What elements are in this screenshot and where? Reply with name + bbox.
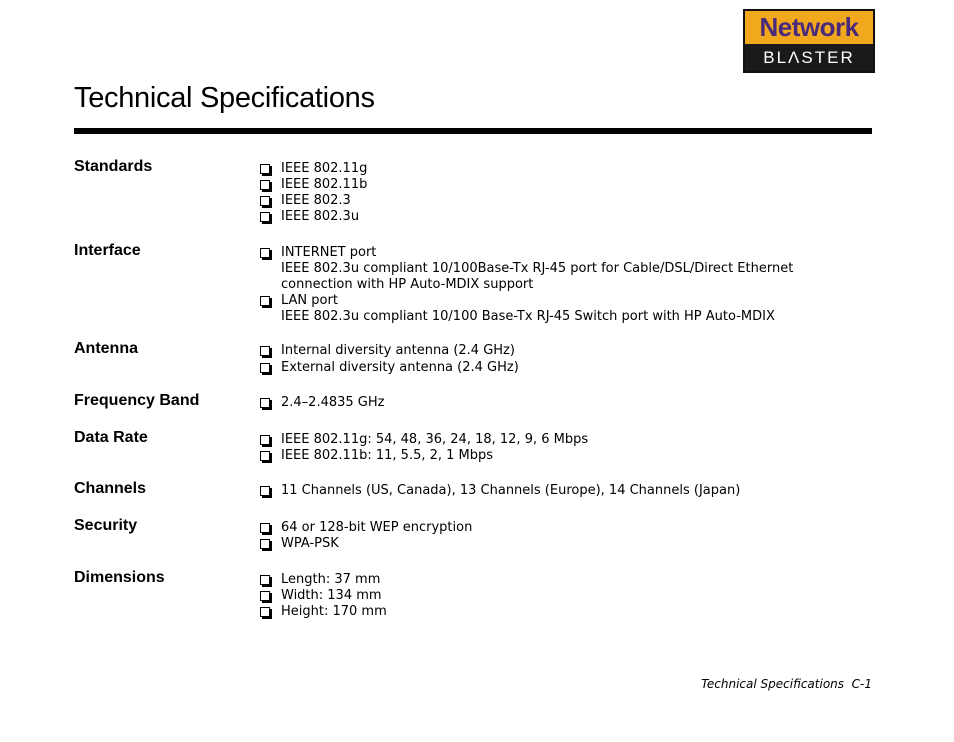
spec-list xyxy=(260,245,860,325)
checkbox-bullet-icon xyxy=(260,296,270,306)
title-divider xyxy=(74,128,872,134)
item-text: External diversity antenna (2.4 GHz) xyxy=(281,360,519,375)
list-item xyxy=(260,177,860,193)
list-item xyxy=(260,161,860,177)
checkbox-bullet-icon xyxy=(260,363,270,373)
checkbox-bullet-icon xyxy=(260,180,270,190)
checkbox-bullet-icon xyxy=(260,164,270,174)
item-text: IEEE 802.11g xyxy=(281,161,368,176)
item-text: 11 Channels (US, Canada), 13 Channels (Europe), 14 Channels (Japan) xyxy=(281,483,741,498)
item-detail: IEEE 802.3u compliant 10/100Base-Tx RJ-45 port for Cable/DSL/Direct Ethernet connection with HP Auto-MDIX support xyxy=(281,261,794,292)
checkbox-bullet-icon xyxy=(260,196,270,206)
checkbox-bullet-icon xyxy=(260,523,270,533)
page-footer: Technical Specifications C-1 xyxy=(701,677,872,691)
spec-list xyxy=(260,432,860,464)
section-label: Interface xyxy=(74,242,141,259)
item-text: IEEE 802.3 xyxy=(281,193,351,208)
item-text: IEEE 802.3u xyxy=(281,209,360,224)
list-item xyxy=(260,520,860,536)
list-item xyxy=(260,448,860,464)
list-item xyxy=(260,432,860,448)
list-item xyxy=(260,588,860,604)
item-text: WPA-PSK xyxy=(281,536,339,551)
checkbox-bullet-icon xyxy=(260,539,270,549)
item-text: 64 or 128-bit WEP encryption xyxy=(281,520,473,535)
item-text: IEEE 802.11b xyxy=(281,177,368,192)
list-item xyxy=(260,536,860,552)
spec-list xyxy=(260,483,860,499)
item-detail: IEEE 802.3u compliant 10/100 Base-Tx RJ-45 Switch port with HP Auto-MDIX xyxy=(281,309,775,324)
section-label: Data Rate xyxy=(74,429,148,446)
item-text: INTERNET port xyxy=(281,245,377,260)
list-item xyxy=(260,395,860,411)
list-item xyxy=(260,604,860,620)
section-label: Frequency Band xyxy=(74,392,200,409)
item-text: Height: 170 mm xyxy=(281,604,387,619)
spec-list xyxy=(260,395,860,411)
item-text: IEEE 802.11g: 54, 48, 36, 24, 18, 12, 9, 6 Mbps xyxy=(281,432,589,447)
list-item xyxy=(260,360,860,376)
item-text: LAN port xyxy=(281,293,338,308)
checkbox-bullet-icon xyxy=(260,248,270,258)
section-label: Antenna xyxy=(74,340,138,357)
logo-blaster-text: BLΛSTER xyxy=(745,44,873,71)
item-text: Length: 37 mm xyxy=(281,572,381,587)
list-item xyxy=(260,209,860,225)
logo-network-text: Network xyxy=(745,11,873,44)
item-text: IEEE 802.11b: 11, 5.5, 2, 1 Mbps xyxy=(281,448,494,463)
item-text: 2.4–2.4835 GHz xyxy=(281,395,385,410)
spec-list xyxy=(260,520,860,552)
checkbox-bullet-icon xyxy=(260,607,270,617)
list-item xyxy=(260,483,860,499)
section-label: Standards xyxy=(74,158,153,175)
spec-list xyxy=(260,161,860,225)
list-item xyxy=(260,343,860,359)
network-blaster-logo xyxy=(743,9,875,73)
item-text: Width: 134 mm xyxy=(281,588,382,603)
item-text: Internal diversity antenna (2.4 GHz) xyxy=(281,343,515,358)
checkbox-bullet-icon xyxy=(260,451,270,461)
list-item xyxy=(260,572,860,588)
section-label: Dimensions xyxy=(74,569,165,586)
list-item xyxy=(260,245,860,293)
spec-list xyxy=(260,572,860,620)
checkbox-bullet-icon xyxy=(260,346,270,356)
checkbox-bullet-icon xyxy=(260,435,270,445)
section-label: Channels xyxy=(74,480,147,497)
checkbox-bullet-icon xyxy=(260,486,270,496)
list-item xyxy=(260,293,860,325)
list-item xyxy=(260,193,860,209)
spec-list xyxy=(260,343,860,376)
checkbox-bullet-icon xyxy=(260,398,270,408)
section-label: Security xyxy=(74,517,138,534)
checkbox-bullet-icon xyxy=(260,591,270,601)
page-title: Technical Specifications xyxy=(74,82,375,114)
checkbox-bullet-icon xyxy=(260,575,270,585)
checkbox-bullet-icon xyxy=(260,212,270,222)
